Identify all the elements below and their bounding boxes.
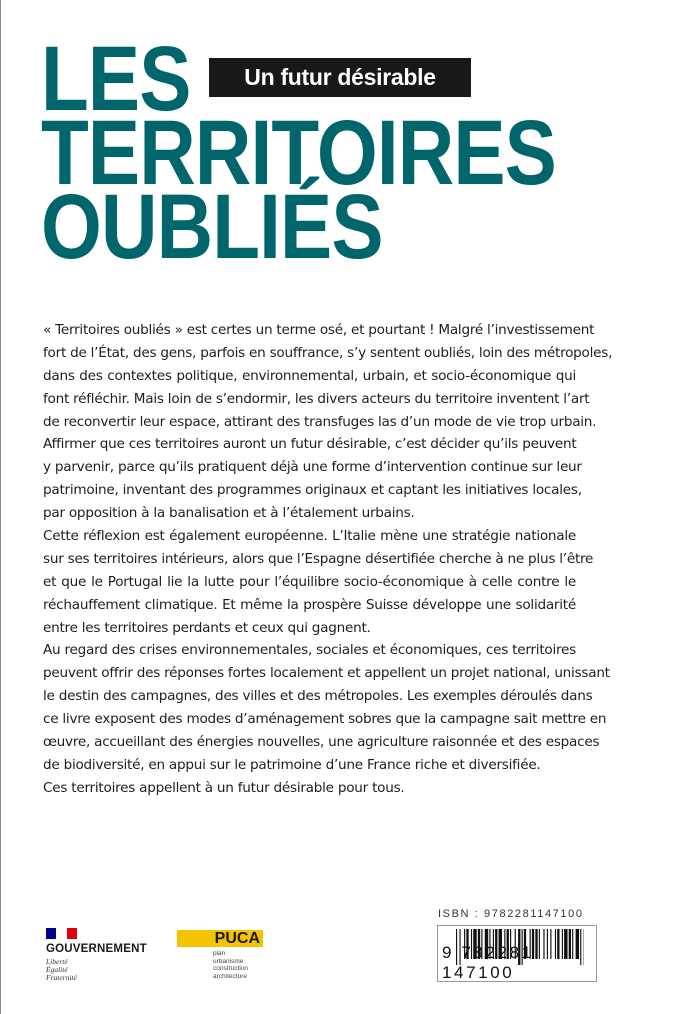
text-line: fort de l’État, des gens, parfois en souffrance, s’y sentent oubliés, loin des métropoles, (43, 344, 613, 361)
text-line: ce livre exposent des modes d’aménagement sobres que la campagne sait mettre en (43, 711, 607, 728)
text-line: entre les territoires perdants et ceux qui gagnent. (43, 619, 371, 636)
title-line-1: LES (41, 28, 191, 130)
text-line: par opposition à la banalisation et à l’étalement urbains. (43, 505, 415, 522)
puca-name: PUCA (214, 930, 260, 947)
text-line: patrimoine, inventant des programmes originaux et captant les initiatives locales, (43, 482, 582, 499)
puca-sub-line: urbanisme (213, 957, 244, 965)
text-line: sur ses territoires intérieurs, alors que l’Espagne désertifiée cherche à ne plus l’être (43, 550, 594, 567)
title-line-3: OUBLIÉS (41, 176, 383, 278)
text-line: de biodiversité, en appui sur le patrimoine d’une France riche et diversifiée. (43, 756, 541, 773)
back-cover-text (43, 319, 613, 800)
puca-subtitle (213, 950, 263, 980)
puca-box (177, 930, 263, 947)
gouvernement-name: GOUVERNEMENT (46, 943, 147, 955)
barcode (437, 925, 597, 982)
marianne-flag-icon (46, 928, 77, 939)
text-line: réchauffement climatique. Et même la prospère Suisse développe une solidarité (43, 596, 576, 613)
text-line: Affirmer que ces territoires auront un futur désirable, c’est décider qu’ils peuvent (43, 436, 577, 453)
text-line: Au regard des crises environnementales, sociales et économiques, ces territoires (43, 642, 576, 659)
puca-sub-line: plan (213, 950, 226, 957)
text-line: y parvenir, parce qu’ils pratiquent déjà une forme d’intervention continue sur leur (43, 459, 582, 476)
motto-line: Égalité (46, 965, 68, 974)
subtitle-badge (209, 58, 471, 97)
text-line: et que le Portugal lie la lutte pour l’équilibre socio-économique à celle contre le (43, 573, 576, 590)
motto-line: Liberté (46, 957, 68, 966)
subtitle-text: Un futur désirable (244, 64, 436, 90)
text-line: œuvre, accueillant des énergies nouvelles, une agriculture raisonnée et des espaces (43, 734, 600, 751)
text-line: font réfléchir. Mais loin de s’endormir, les divers acteurs du territoire inventent l’art (43, 390, 590, 407)
text-line: peuvent offrir des réponses fortes localement et appellent un projet national, unissant (43, 665, 610, 682)
text-line: Ces territoires appellent à un futur désirable pour tous. (43, 779, 405, 796)
text-line: de reconvertir leur espace, attirant des transfuges las d’un mode de vie trop urbain. (43, 413, 597, 430)
motto-line: Fraternité (46, 973, 77, 982)
puca-sub-line: construction (213, 965, 249, 973)
text-line: dans des contextes politique, environnemental, urbain, et socio-économique qui (43, 367, 576, 384)
puca-logo (177, 930, 263, 980)
barcode-digits: 9 782281 147100 (442, 943, 534, 982)
motto (46, 958, 147, 982)
isbn-label: ISBN : 9782281147100 (438, 908, 584, 920)
text-line: le destin des campagnes, des villes et des métropoles. Les exemples déroulés dans (43, 688, 593, 705)
title-line-2: TERRITOIRES (41, 102, 556, 204)
gouvernement-logo (46, 928, 147, 982)
puca-sub-line: architecture (213, 972, 247, 980)
text-line: Cette réflexion est également européenne. L’Italie mène une stratégie nationale (43, 528, 576, 545)
text-line: « Territoires oubliés » est certes un terme osé, et pourtant ! Malgré l’investissement (43, 322, 595, 338)
